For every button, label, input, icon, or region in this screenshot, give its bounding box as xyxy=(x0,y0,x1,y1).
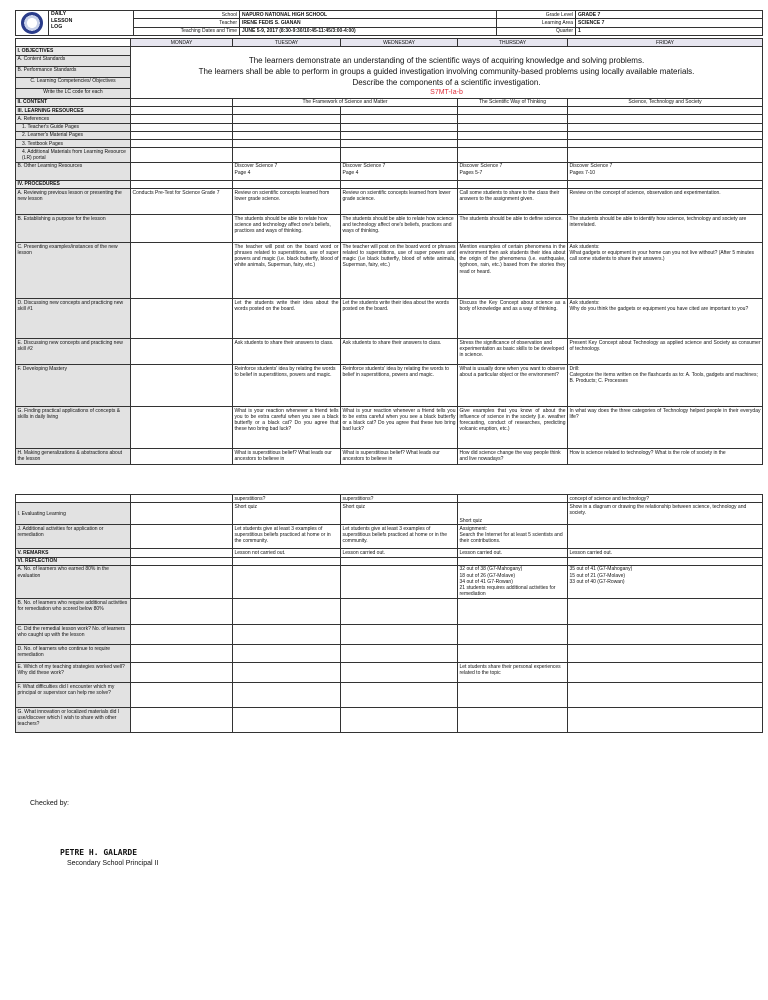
other-resources-label: B. Other Learning Resources xyxy=(16,162,131,180)
procedure-c-fri: Ask students: What gadgets or equipment in your home can you not live without? (After 5 minutes call some students to share their answers.) xyxy=(568,243,763,299)
remarks-fri: Lesson carried out. xyxy=(568,549,763,557)
procedure-b-wed: The students should be able to relate how science and technology affect one's beliefs, practices and ways of thinking. xyxy=(341,215,458,243)
procedure-b-fri: The students should be able to identify how science, technology and society are interrelated. xyxy=(568,215,763,243)
reflection-a-label: A. No. of learners who earned 80% in the evaluation xyxy=(16,565,131,598)
daily-lesson-log-page xyxy=(15,10,762,733)
procedure-e-fri: Present Key Concept about Technology as applied science and Society as consumer of technology. xyxy=(568,339,763,365)
other-resources-wed: Discover Science 7 Page 4 xyxy=(341,162,458,180)
procedure-g-wed: What is your reaction whenever a friend tells you to be extra careful when you see a black butterfly or a black cat? Do you agree that these two bring bad luck? xyxy=(341,407,458,449)
procedure-e-thu: Stress the significance of observation and experimentation as basic skills to be developed in science. xyxy=(458,339,568,365)
other-resources-thu: Discover Science 7 Pages 5-7 xyxy=(458,162,568,180)
lc-code: S7MT-Ia-b xyxy=(131,88,763,98)
procedure-f-wed: Reinforce students' idea by relating the words to belief in superstitions, powers and magic. xyxy=(341,365,458,407)
checked-by-label: Checked by: xyxy=(30,800,69,807)
procedure-b-label: B. Establishing a purpose for the lesson xyxy=(16,215,131,243)
procedure-h-tue: What is superstitious belief? What leads our ancestors to believe in xyxy=(233,449,341,465)
day-header-row xyxy=(16,39,763,47)
day-tuesday: TUESDAY xyxy=(233,39,341,47)
signatory-name: PETRE H. GALARDE xyxy=(60,848,138,857)
evaluating-fri: Show in a diagram or drawing the relationship between science, technology and society. xyxy=(568,503,763,525)
procedure-a-wed: Review on scientific concepts learned from lower grade science. xyxy=(341,189,458,215)
procedure-g-tue: What is your reaction whenever a friend tells you to be extra careful when you see a black butterfly or a black cat? Do you agree that these two bring bad luck? xyxy=(233,407,341,449)
procedure-g-thu: Give examples that you know of about the influence of science in the society (i.e. weather forecasting, conduct of researches, predicting volcanic eruption, etc.) xyxy=(458,407,568,449)
procedure-d-label: D. Discussing new concepts and practicing new skill #1 xyxy=(16,299,131,339)
procedure-h-label: H. Making generalizations & abstractions about the lesson xyxy=(16,449,131,465)
procedure-d-tue: Let the students write their idea about the words posted on the board. xyxy=(233,299,341,339)
procedure-h-thu: How did science change the way people think and live nowadays? xyxy=(458,449,568,465)
procedure-f-fri: Drill: Categorize the items written on the flashcards as to: A. Tools, gadgets and machines; B. Products; C. Processes xyxy=(568,365,763,407)
content-fri: Science, Technology and Society xyxy=(568,98,763,106)
procedure-f-tue: Reinforce students' idea by relating the words to belief in superstitions, powers and magic. xyxy=(233,365,341,407)
remarks-label: V. REMARKS xyxy=(16,549,131,557)
quarter-label: Quarter xyxy=(497,27,576,35)
competencies-text: Describe the components of a scientific investigation. xyxy=(131,77,763,88)
reflection-a-thu: 32 out of 38 (G7-Mahogany) 18 out of 26 (G7-Molave) 34 out of 41 G7-Rowan) 21 students requires additional activities for remediation xyxy=(458,565,568,598)
reflection-g-label: G. What innovation or localized materials did I use/discover which I wish to share with other teachers? xyxy=(16,708,131,733)
procedure-h-tue-cont: superstitions? xyxy=(233,495,341,503)
evaluating-label: I. Evaluating Learning xyxy=(16,503,131,525)
remarks-wed: Lesson carried out. xyxy=(341,549,458,557)
procedure-h-fri: How is science related to technology? What is the role of society in the xyxy=(568,449,763,465)
evaluating-wed: Short quiz xyxy=(341,503,458,525)
procedure-h-wed: What is superstitious belief? What leads our ancestors to believe in xyxy=(341,449,458,465)
additional-activities-label: J. Additional activities for application or remediation xyxy=(16,525,131,549)
evaluating-thu: Short quiz xyxy=(458,503,568,525)
competencies-label: C. Learning Competencies/ Objectives xyxy=(16,77,131,88)
reflection-b-label: B. No. of learners who require additional activities for remediation who scored below 80% xyxy=(16,599,131,625)
deped-seal-icon xyxy=(21,12,43,34)
reflection-heading: VI. REFLECTION xyxy=(16,557,131,565)
procedure-e-label: E. Discussing new concepts and practicing new skill #2 xyxy=(16,339,131,365)
reflection-f-label: F. What difficulties did I encounter which my principal or supervisor can help me solve? xyxy=(16,683,131,708)
signatory-position: Secondary School Principal II xyxy=(67,860,159,867)
procedure-d-fri: Ask students: Why do you think the gadgets or equipment you have cited are important to you? xyxy=(568,299,763,339)
procedure-d-thu: Discuss the Key Concept about science as a body of knowledge and as a way of thinking. xyxy=(458,299,568,339)
area-label: Learning Area xyxy=(497,19,576,27)
deped-seal xyxy=(16,11,49,36)
area-value: SCIENCE 7 xyxy=(576,19,763,27)
procedure-f-thu: What is usually done when you want to observe about a particular object or the environment? xyxy=(458,365,568,407)
procedures-heading: IV. PROCEDURES xyxy=(16,180,131,188)
procedure-c-wed: The teacher will post on the board word or phrases related to superstitions, use of super powers and magic (i.e black butterfly, blood of white animals, Superman, fairy, etc.) xyxy=(341,243,458,299)
dates-label: Teaching Dates and Time xyxy=(134,27,240,35)
lesson-table xyxy=(15,38,763,465)
content-thu: The Scientific Way of Thinking xyxy=(458,98,568,106)
day-thursday: THURSDAY xyxy=(458,39,568,47)
additional-activities-tue: Let students give at least 3 examples of superstitious beliefs practiced at home or in the community. xyxy=(233,525,341,549)
teacher-label: Teacher xyxy=(134,19,240,27)
procedure-b-tue: The students should be able to relate how science and technology affect one's beliefs, practices and ways of thinking. xyxy=(233,215,341,243)
procedure-a-label: A. Reviewing previous lesson or presenting the new lesson xyxy=(16,189,131,215)
textbook-pages-label: 3. Textbook Pages xyxy=(16,140,131,148)
quarter-value: 1 xyxy=(576,27,763,35)
procedure-e-wed: Ask students to share their answers to class. xyxy=(341,339,458,365)
school-value: NAPURO NATIONAL HIGH SCHOOL xyxy=(240,11,497,19)
procedure-g-label: G. Finding practical applications of concepts & skills in daily living xyxy=(16,407,131,449)
grade-label: Grade Level xyxy=(497,11,576,19)
procedure-c-thu: Mention examples of certain phenomena in the environment then ask students their idea about the origin of the phenomena (i.e. earthquake, typhoon, rain, etc.) based from the stories they read or heard. xyxy=(458,243,568,299)
reflection-d-label: D. No. of learners who continue to require remediation xyxy=(16,645,131,663)
remarks-tue: Lesson not carried out. xyxy=(233,549,341,557)
additional-activities-wed: Let students give at least 3 examples of superstitious beliefs practiced at home or in the community. xyxy=(341,525,458,549)
day-wednesday: WEDNESDAY xyxy=(341,39,458,47)
day-friday: FRIDAY xyxy=(568,39,763,47)
procedure-h-fri-cont: concept of science and technology? xyxy=(568,495,763,503)
references-label: A. References xyxy=(16,115,131,123)
header-table xyxy=(15,10,763,36)
procedure-b-thu: The students should be able to define science. xyxy=(458,215,568,243)
performance-standards-text: The learners shall be able to perform in groups a guided investigation involving community-based problems using locally available materials. xyxy=(131,66,763,77)
teacher-value: IRENE FEDIS S. GIANAN xyxy=(240,19,497,27)
procedure-f-label: F. Developing Mastery xyxy=(16,365,131,407)
procedure-a-tue: Review on scientific concepts learned from lower grade science. xyxy=(233,189,341,215)
additional-activities-thu: Assignment: Search the Internet for at least 5 scientists and their contributions. xyxy=(458,525,568,549)
resources-heading: III. LEARNING RESOURCES xyxy=(16,107,131,115)
other-resources-fri: Discover Science 7 Pages 7-10 xyxy=(568,162,763,180)
reflection-a-fri: 35 out of 41 (G7-Mahogany) 15 out of 21 (G7-Molave) 33 out of 40 (G7-Rowan) xyxy=(568,565,763,598)
lc-code-label: Write the LC code for each xyxy=(16,88,131,98)
lesson-table-continued xyxy=(15,494,763,733)
lr-portal-label: 4. Additional Materials from Learning Resource (LR) portal xyxy=(16,148,131,163)
reflection-e-label: E. Which of my teaching strategies worked well? Why did these work? xyxy=(16,663,131,683)
other-resources-tue: Discover Science 7 Page 4 xyxy=(233,162,341,180)
procedure-a-thu: Call some students to share to the class their answers to the assignment given. xyxy=(458,189,568,215)
procedure-e-tue: Ask students to share their answers to class. xyxy=(233,339,341,365)
reflection-e-thu: Let students share their personal experiences related to the topic xyxy=(458,663,568,683)
remarks-thu: Lesson carried out. xyxy=(458,549,568,557)
procedure-a-fri: Review on the concept of science, observation and experimentation. xyxy=(568,189,763,215)
procedure-a-mon: Conducts Pre-Test for Science Grade 7 xyxy=(131,189,233,215)
objectives-heading: I. OBJECTIVES xyxy=(16,47,131,55)
content-standards-label: A. Content Standards xyxy=(16,55,131,66)
lm-pages-label: 2. Learner's Material Pages xyxy=(16,131,131,139)
school-label: School xyxy=(134,11,240,19)
procedure-d-wed: Let the students write their idea about the words posted on the board. xyxy=(341,299,458,339)
grade-value: GRADE 7 xyxy=(576,11,763,19)
dates-value: JUNE 5-9, 2017 (8:30-9:30/10:45-11:45/3:00-4:00) xyxy=(240,27,497,35)
procedure-c-label: C. Presenting examples/instances of the new lesson xyxy=(16,243,131,299)
content-standards-text: The learners demonstrate an understanding of the scientific ways of acquiring knowledge and solving problems. xyxy=(131,55,763,66)
procedure-g-fri: In what way does the three categories of Technology helped people in their everyday life? xyxy=(568,407,763,449)
procedure-h-wed-cont: superstitions? xyxy=(341,495,458,503)
performance-standards-label: B. Performance Standards xyxy=(16,66,131,77)
content-heading: II. CONTENT xyxy=(16,98,131,106)
tg-pages-label: 1. Teacher's Guide Pages xyxy=(16,123,131,131)
form-title: DAILY LESSON LOG xyxy=(49,11,134,36)
procedure-c-tue: The teacher will post on the board word or phrases related to superstitions, use of super powers and magic (i.e. black butterfly, blood of white animals, Superman, fairy, etc.) xyxy=(233,243,341,299)
day-monday: MONDAY xyxy=(131,39,233,47)
content-tue-wed: The Framework of Science and Matter xyxy=(233,98,458,106)
reflection-c-label: C. Did the remedial lesson work? No. of learners who caught up with the lesson xyxy=(16,625,131,645)
evaluating-tue: Short quiz xyxy=(233,503,341,525)
